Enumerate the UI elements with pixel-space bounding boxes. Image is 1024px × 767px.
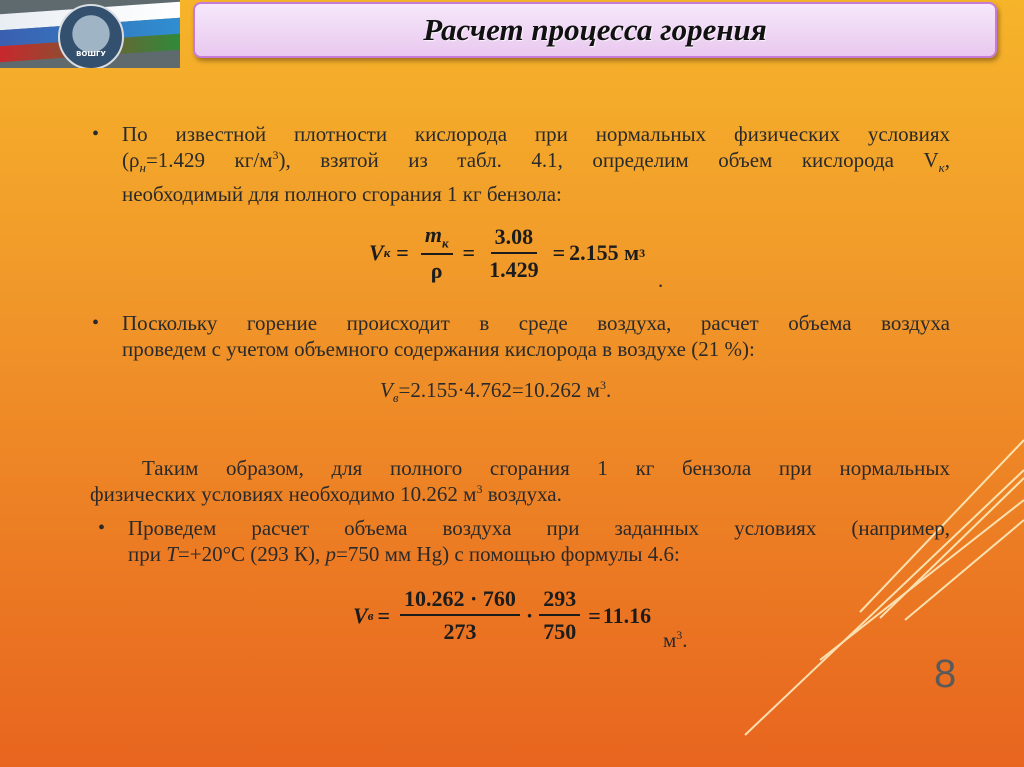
slide-title: Расчет процесса горения bbox=[423, 12, 767, 47]
page-number: 8 bbox=[934, 652, 957, 696]
para2-line1: Поскольку горение происходит в среде воздуха, расчет объема воздуха bbox=[122, 311, 950, 335]
para1-line1: По известной плотности кислорода при нормальных физических условиях bbox=[122, 122, 950, 146]
formula3-unit: $м^3$. bbox=[663, 628, 688, 652]
formula-oxygen-volume: V к = $\frac{m_к}{\rho}$ = $\frac{3.08}{1.429}$ = 2.155 м 3 bbox=[369, 222, 646, 284]
paragraph-given-conditions bbox=[98, 515, 950, 567]
bullet-icon: • bbox=[92, 123, 100, 145]
title-banner bbox=[193, 2, 997, 58]
para2-line2: проведем с учетом объемного содержания кислорода в воздухе (21 %): bbox=[122, 337, 755, 361]
para3-line1: Таким образом, для полного сгорания 1 кг бензола при нормальных bbox=[142, 456, 950, 480]
bullet-icon: • bbox=[92, 312, 100, 334]
para1-line3: необходимый для полного сгорания 1 кг бензола: bbox=[122, 182, 562, 207]
paragraph-air bbox=[92, 310, 950, 362]
para1-line2: ($\rho_н=1.429$ $кг/м^3$), взятой из табл. 4.1, определим объем кислорода $V_к$, bbox=[122, 148, 950, 176]
formula-air-volume-conditions: V в = $\frac{10.262 \cdot 760}{273}$ · $\frac{293}{750}$ = 11.16 bbox=[353, 586, 652, 644]
emblem-icon: ВОШГУ bbox=[58, 4, 124, 68]
bullet-icon: • bbox=[98, 517, 106, 539]
para4-line1: Проведем расчет объема воздуха при заданных условиях (например, bbox=[128, 516, 950, 540]
paragraph-conclusion bbox=[90, 455, 950, 507]
para4-line2: при T=+20°С (293 К), p=750 мм Hg) с помощью формулы 4.6: bbox=[128, 542, 680, 566]
paragraph-oxygen bbox=[92, 121, 950, 207]
university-logo bbox=[0, 0, 180, 68]
para3-line2: физических условиях необходимо 10.262 $м^3$ воздуха. bbox=[90, 482, 562, 506]
formula-air-volume: $V_в=2.155\cdot 4.762=10.262$ $м^3$. bbox=[380, 378, 612, 406]
formula1-dot: . bbox=[658, 268, 664, 292]
